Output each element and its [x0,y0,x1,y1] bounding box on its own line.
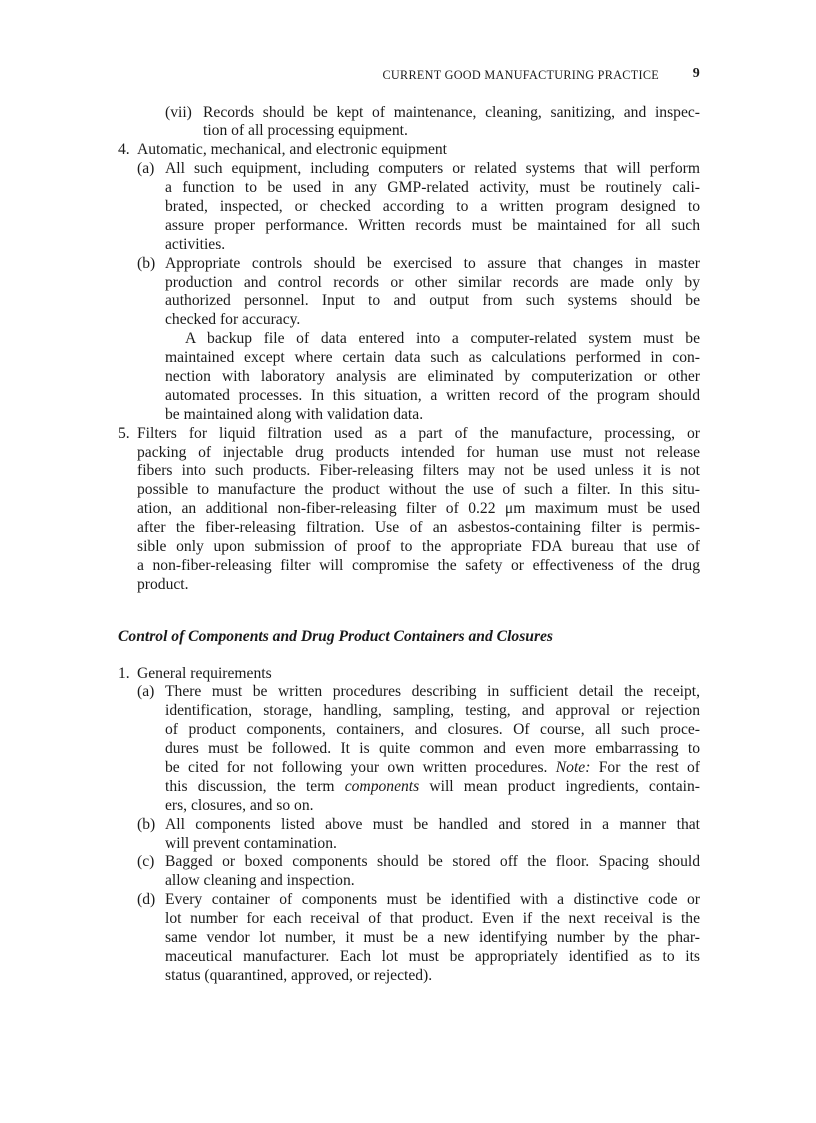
text-line: a function to be used in any GMP-related activity, must be routinely cali- [165,179,700,197]
text-line: maintained except where certain data such as calculations performed in con- [165,349,700,367]
list-item [0,853,816,891]
text-line: authorized personnel. Input to and output from such systems should be [165,292,700,310]
text-run: For the rest of [590,758,700,776]
emphasis-text: components [344,777,420,795]
list-item [0,425,816,595]
list-item-label: 4. [118,141,130,159]
running-header-title: CURRENT GOOD MANUFACTURING PRACTICE [382,68,659,82]
text-run: will mean product ingredients, contain- [419,777,700,795]
list-item-label: (b) [137,254,156,272]
list-item-label: 1. [118,664,130,682]
text-line: Records should be kept of maintenance, cleaning, sanitizing, and inspec- [203,103,700,121]
text-line: tion of all processing equipment. [203,122,408,140]
text-line: All components listed above must be handled and stored in a manner that [165,815,700,833]
text-line: dures must be followed. It is quite common and even more embarrassing to [165,740,700,758]
text-line: after the fiber-releasing filtration. Use of an asbestos-containing filter is permis- [137,519,700,537]
text-line: Appropriate controls should be exercised to assure that changes in master [165,254,700,272]
text-line: fibers into such products. Fiber-releasing filters may not be used unless it is not [137,462,700,480]
list-item [0,160,816,254]
list-item-label: (d) [137,891,156,909]
components-list-section [0,665,816,986]
list-item-label: (c) [137,853,155,871]
text-line: sible only upon submission of proof to the appropriate FDA bureau that use of [137,537,700,555]
list-item [0,891,816,985]
text-run: this discussion, the term [165,777,345,795]
text-line: product. [137,575,189,593]
list-item [0,141,816,160]
text-line: production and control records or other similar records are made only by [165,273,700,291]
equipment-list-section [0,104,816,595]
section-heading: Control of Components and Drug Product Containers and Closures [118,628,554,645]
text-line: lot number for each receival of that product. Even if the next receival is the [165,910,700,928]
text-line: nection with laboratory analysis are eliminated by computerization or other [165,367,700,385]
text-line: All such equipment, including computers or related systems that will perform [165,160,700,178]
text-line: of product components, containers, and closures. Of course, all such proce- [165,721,700,739]
text-line: possible to manufacture the product without the use of such a filter. In this situ- [137,481,700,499]
text-line: status (quarantined, approved, or rejected). [165,966,433,984]
text-line: a non-fiber-releasing filter will compromise the safety or effectiveness of the drug [137,556,700,574]
text-line: assure proper performance. Written records must be maintained for all such [165,216,700,234]
text-line [165,778,700,797]
list-item [0,816,816,854]
text-line: ation, an additional non-fiber-releasing filter of 0.22 μm maximum must be used [137,500,700,518]
page-number: 9 [692,66,700,81]
running-header [300,67,700,85]
list-item [0,683,816,815]
list-item-label: (vii) [165,103,192,121]
text-line: will prevent contamination. [165,834,337,852]
text-line: Bagged or boxed components should be stored off the floor. Spacing should [165,853,700,871]
text-line: same vendor lot number, it must be a new identifying number by the phar- [165,928,700,946]
text-line: allow cleaning and inspection. [165,872,355,890]
emphasis-text: Note: [555,758,591,776]
text-line: General requirements [137,664,272,682]
list-item-label: 5. [118,424,130,442]
text-line: maceutical manufacturer. Each lot must be appropriately identified as to its [165,947,700,965]
text-line: identification, storage, handling, sampling, testing, and approval or rejection [165,702,700,720]
list-item [0,330,816,424]
list-item-label: (b) [137,815,156,833]
text-line: A backup file of data entered into a computer-related system must be [185,330,700,348]
text-line: Automatic, mechanical, and electronic equipment [137,141,448,159]
text-line: Every container of components must be identified with a distinctive code or [165,891,700,909]
text-line: ers, closures, and so on. [165,796,314,814]
list-item [0,665,816,684]
list-item-label: (a) [137,683,155,701]
text-run: be cited for not following your own written procedures. [165,758,556,776]
text-line: brated, inspected, or checked according to a written program designed to [165,197,700,215]
list-item [0,255,816,331]
list-item [0,104,816,142]
text-line: automated processes. In this situation, a written record of the program should [165,386,700,404]
text-line: activities. [165,235,226,253]
text-line: checked for accuracy. [165,311,301,329]
text-line: Filters for liquid filtration used as a part of the manufacture, processing, or [137,424,700,442]
list-item-label: (a) [137,160,155,178]
text-line: be maintained along with validation data. [165,405,424,423]
text-line: There must be written procedures describing in sufficient detail the receipt, [165,683,700,701]
text-line [165,759,700,778]
text-line: packing of injectable drug products intended for human use must not release [137,443,700,461]
